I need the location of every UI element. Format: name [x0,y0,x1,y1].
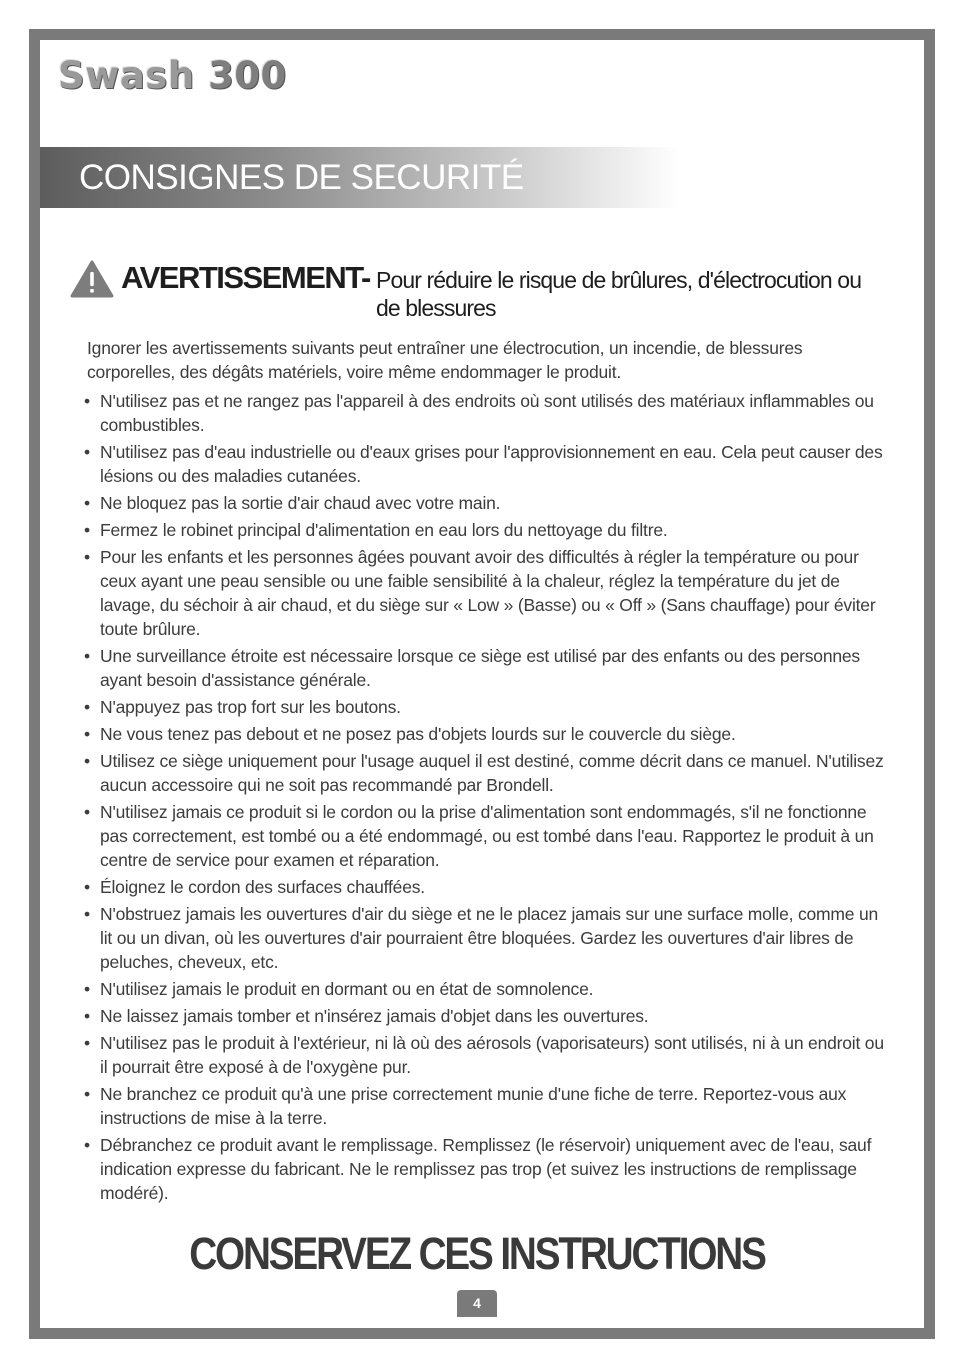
list-item [84,491,890,515]
list-item-text: Une surveillance étroite est nécessaire lorsque ce siège est utilisé par des enfants ou des personnes ayant besoin d'assistance générale. [100,646,860,690]
warning-triangle-icon [70,260,114,298]
bullet-dot: • [84,1084,90,1104]
list-item-text: Ne bloquez pas la sortie d'air chaud avec votre main. [100,493,501,513]
list-item [84,749,890,797]
list-item [84,644,890,692]
intro-paragraph: Ignorer les avertissements suivants peut entraîner une électrocution, un incendie, de blessures corporelles, des dégâts matériels, voire même endommager le produit. [87,338,803,382]
bullet-dot: • [84,697,90,717]
safety-bullet-list [84,389,890,1208]
list-item-text: Utilisez ce siège uniquement pour l'usage auquel il est destiné, comme décrit dans ce manuel. N'utilisez aucun accessoire qui ne soit pas recommandé par Brondell. [100,751,884,795]
list-item [84,902,890,974]
bullet-dot: • [84,802,90,822]
list-item-text: N'utilisez jamais ce produit si le cordon ou la prise d'alimentation sont endommagés, s'il ne fonctionne pas correctement, est tombé ou a été endommagé, ou est tombé dans l'eau. Rapportez le produit à un centre de service pour examen et réparation. [100,802,874,870]
warning-subheading: Pour réduire le risque de brûlures, d'électrocution ou de blessures [376,267,862,321]
bullet-dot: • [84,646,90,666]
bullet-dot: • [84,391,90,411]
list-item-text: Ne laissez jamais tomber et n'insérez jamais d'objet dans les ouvertures. [100,1006,649,1026]
bullet-dot: • [84,1033,90,1053]
list-item-text: N'appuyez pas trop fort sur les boutons. [100,697,401,717]
list-item [84,800,890,872]
list-item [84,440,890,488]
list-item-text: Ne vous tenez pas debout et ne posez pas d'objets lourds sur le couvercle du siège. [100,724,736,744]
list-item-text: N'utilisez pas et ne rangez pas l'appareil à des endroits où sont utilisés des matériaux inflammables ou combustibles. [100,391,874,435]
list-item [84,545,890,641]
brand-name: Swash [58,54,195,97]
bullet-dot: • [84,751,90,771]
list-item-text: Débranchez ce produit avant le remplissage. Remplissez (le réservoir) uniquement avec de l'eau, sauf indication expresse du fabricant. Ne le remplissez pas trop (et suivez les instructions de remplissage modéré). [100,1135,872,1203]
list-item-text: N'utilisez jamais le produit en dormant ou en état de somnolence. [100,979,594,999]
bullet-dot: • [84,724,90,744]
brand-model: 300 [208,54,287,97]
bullet-dot: • [84,877,90,897]
list-item [84,1031,890,1079]
bullet-dot: • [84,493,90,513]
bullet-dot: • [84,442,90,462]
section-title: CONSIGNES DE SECURITÉ [79,158,524,197]
list-item [84,695,890,719]
bullet-dot: • [84,904,90,924]
list-item [84,1082,890,1130]
list-item [84,518,890,542]
list-item [84,722,890,746]
warning-heading: AVERTISSEMENT- [121,260,370,295]
bullet-dot: • [84,1006,90,1026]
list-item-text: N'utilisez pas le produit à l'extérieur, ni là où des aérosols (vaporisateurs) sont utilisés, ni à un endroit ou il pourrait être exposé à de l'oxygène pur. [100,1033,884,1077]
list-item-text: Fermez le robinet principal d'alimentation en eau lors du nettoyage du filtre. [100,520,668,540]
list-item-text: N'obstruez jamais les ouvertures d'air du siège et ne le placez jamais sur une surface molle, comme un lit ou un divan, où les ouvertures d'air pourraient être bloquées. Gardez les ouvertures d'air libres de peluches, cheveux, etc. [100,904,879,972]
list-item-text: N'utilisez pas d'eau industrielle ou d'eaux grises pour l'approvisionnement en eau. Cela peut causer des lésions ou des maladies cutanées. [100,442,883,486]
bullet-dot: • [84,979,90,999]
list-item-text: Ne branchez ce produit qu'à une prise correctement munie d'une fiche de terre. Reportez-vous aux instructions de mise à la terre. [100,1084,847,1128]
bullet-dot: • [84,547,90,567]
brand-title [58,52,287,100]
list-item [84,1133,890,1205]
bullet-dot: • [84,1135,90,1155]
list-item [84,389,890,437]
list-item-text: Pour les enfants et les personnes âgées pouvant avoir des difficultés à régler la température ou pour ceux ayant une peau sensible ou une faible sensibilité à la chaleur, réglez la température du jet de lavage, du séchoir à air chaud, et du siège sur « Low » (Basse) ou « Off » (Sans chauffage) pour éviter toute brûlure. [100,547,876,639]
list-item [84,1004,890,1028]
page-number: 4 [457,1290,497,1317]
list-item-text: Éloignez le cordon des surfaces chauffées. [100,877,425,897]
bullet-dot: • [84,520,90,540]
footer-title: CONSERVEZ CES INSTRUCTIONS [189,1228,765,1279]
list-item [84,875,890,899]
list-item [84,977,890,1001]
